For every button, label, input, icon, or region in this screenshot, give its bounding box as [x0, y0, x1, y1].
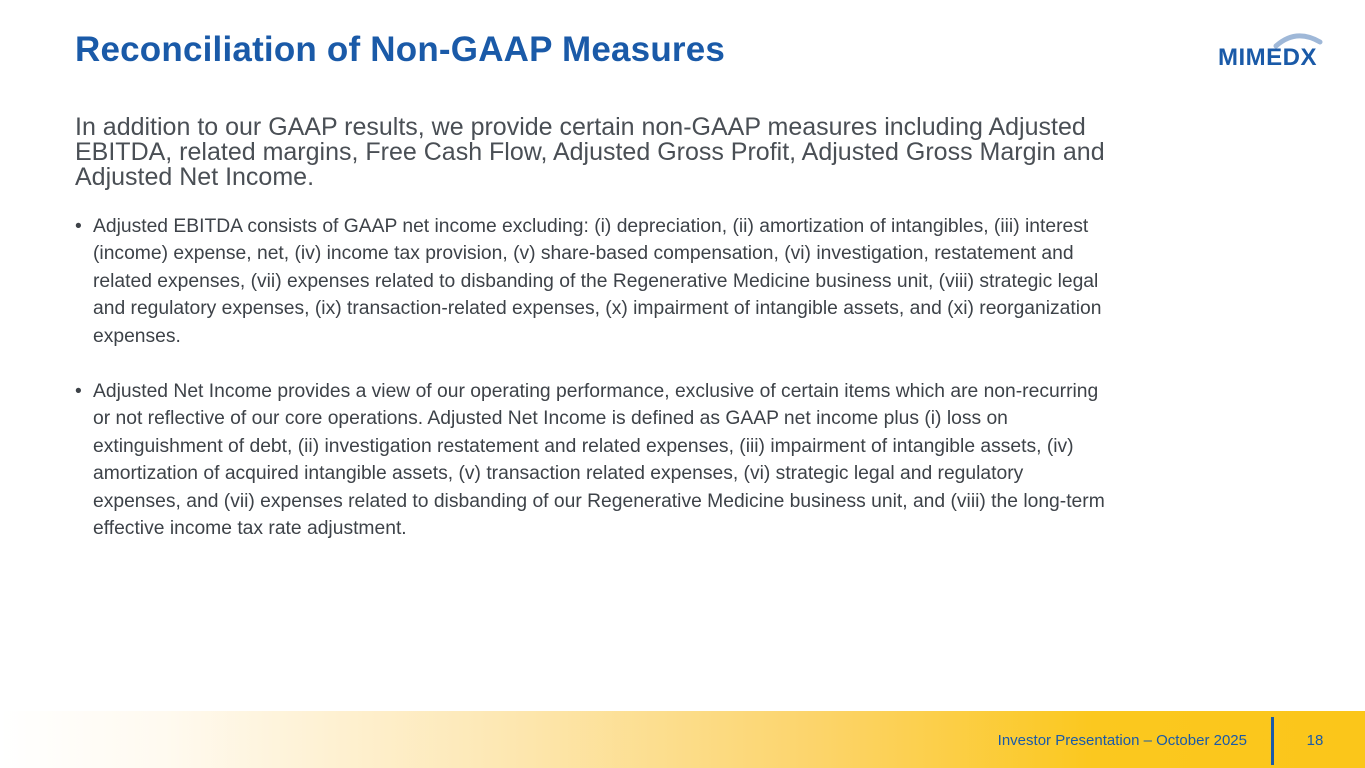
footer-presentation-label: Investor Presentation – October 2025 — [997, 732, 1247, 749]
page-number: 18 — [1306, 732, 1324, 749]
bullet-adjusted-net-income — [75, 378, 1115, 542]
bullet-marker: • — [75, 381, 82, 403]
footer-divider — [1271, 717, 1274, 765]
logo-text: MIMEDX — [1218, 44, 1317, 71]
bullet-text: Adjusted Net Income provides a view of our operating performance, exclusive of certain items which are non-recurring or not reflective of our core operations. Adjusted Net Income is defined as GAAP net income plus (i) loss on extinguishment of debt, (ii) investigation restatement and related expenses, (iii) impairment of intangible assets, (iv) amortization of acquired intangible assets, (v) transaction related expenses, (vi) strategic legal and regulatory expenses, and (vii) expenses related to disbanding of our Regenerative Medicine business unit, and (viii) the long-term effective income tax rate adjustment. — [93, 381, 1105, 540]
bullet-list — [75, 213, 1115, 542]
mimedx-logo — [1216, 30, 1331, 72]
bullet-text: Adjusted EBITDA consists of GAAP net income excluding: (i) depreciation, (ii) amortization of intangibles, (iii) interest (income) expense, net, (iv) income tax provision, (v) share-based compensation, (vi) investigation, restatement and related expenses, (vii) expenses related to disbanding of the Regenerative Medicine business unit, (viii) strategic legal and regulatory expenses, (ix) transaction-related expenses, (x) impairment of intangible assets, and (xi) reorganization expenses. — [93, 216, 1102, 347]
bullet-adjusted-ebitda — [75, 213, 1115, 350]
intro-paragraph: In addition to our GAAP results, we provide certain non-GAAP measures including Adjusted EBITDA, related margins, Free Cash Flow, Adjusted Gross Profit, Adjusted Gross Margin and Adjusted Net Income. — [75, 113, 1105, 191]
bullet-marker: • — [75, 216, 82, 237]
page-title: Reconciliation of Non-GAAP Measures — [75, 30, 726, 69]
